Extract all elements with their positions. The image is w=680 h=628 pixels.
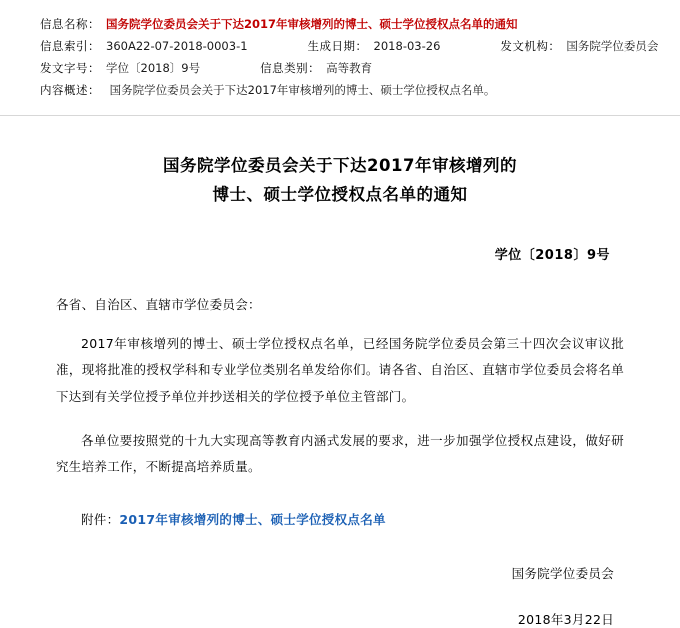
salutation: 各省、自治区、直辖市学位委员会：	[56, 297, 261, 313]
page-title	[56, 152, 624, 210]
meta-value-summary: 国务院学位委员会关于下达2017年审核增列的博士、硕士学位授权点名单。	[109, 82, 496, 97]
meta-value-info-name: 国务院学位委员会关于下达2017年审核增列的博士、硕士学位授权点名单的通知	[106, 17, 518, 31]
meta-label-info-category: 信息类别：	[260, 60, 321, 75]
meta-label-summary: 内容概述：	[40, 82, 100, 97]
page-title-line-1: 国务院学位委员会关于下达2017年审核增列的	[163, 156, 517, 176]
document-meta-block	[0, 0, 680, 107]
attachment-label: 附件：	[81, 512, 120, 528]
meta-value-info-index: 360A22-07-2018-0003-1	[106, 38, 248, 53]
body-paragraph-1: 2017年审核增列的博士、硕士学位授权点名单，已经国务院学位委员会第三十四次会议审议批准，现将批准的授权学科和专业学位类别名单发给你们。请各省、自治区、直辖市学位委员会将名单下达到有关学位授予单位并抄送相关的学位授予单位主管部门。	[56, 336, 624, 404]
document-body	[0, 152, 680, 628]
meta-label-info-index: 信息索引：	[40, 38, 100, 53]
meta-row-doc-number	[40, 58, 640, 80]
meta-value-issuing-org: 国务院学位委员会	[566, 38, 659, 53]
meta-row-summary	[40, 80, 640, 102]
header-divider	[0, 115, 680, 116]
issue-date: 2018年3月22日	[517, 612, 614, 628]
meta-value-doc-number: 学位〔2018〕9号	[106, 60, 201, 75]
meta-value-info-category: 高等教育	[326, 60, 373, 75]
meta-label-issuing-org: 发文机构：	[500, 38, 561, 53]
meta-row-title	[40, 14, 640, 36]
signature: 国务院学位委员会	[511, 566, 614, 582]
document-number: 学位〔2018〕9号	[494, 248, 610, 264]
meta-label-create-date: 生成日期：	[307, 38, 368, 53]
meta-row-index	[40, 36, 659, 58]
meta-value-create-date: 2018-03-26	[373, 38, 441, 53]
attachment-link[interactable]: 2017年审核增列的博士、硕士学位授权点名单	[119, 512, 386, 528]
meta-label-doc-number: 发文字号：	[40, 60, 100, 75]
body-paragraph-2: 各单位要按照党的十九大实现高等教育内涵式发展的要求，进一步加强学位授权点建设，做好研究生培养工作，不断提高培养质量。	[56, 432, 624, 475]
attachment-row	[56, 510, 624, 528]
meta-label-info-name: 信息名称：	[40, 17, 100, 31]
page-title-line-2: 博士、硕士学位授权点名单的通知	[212, 185, 468, 205]
